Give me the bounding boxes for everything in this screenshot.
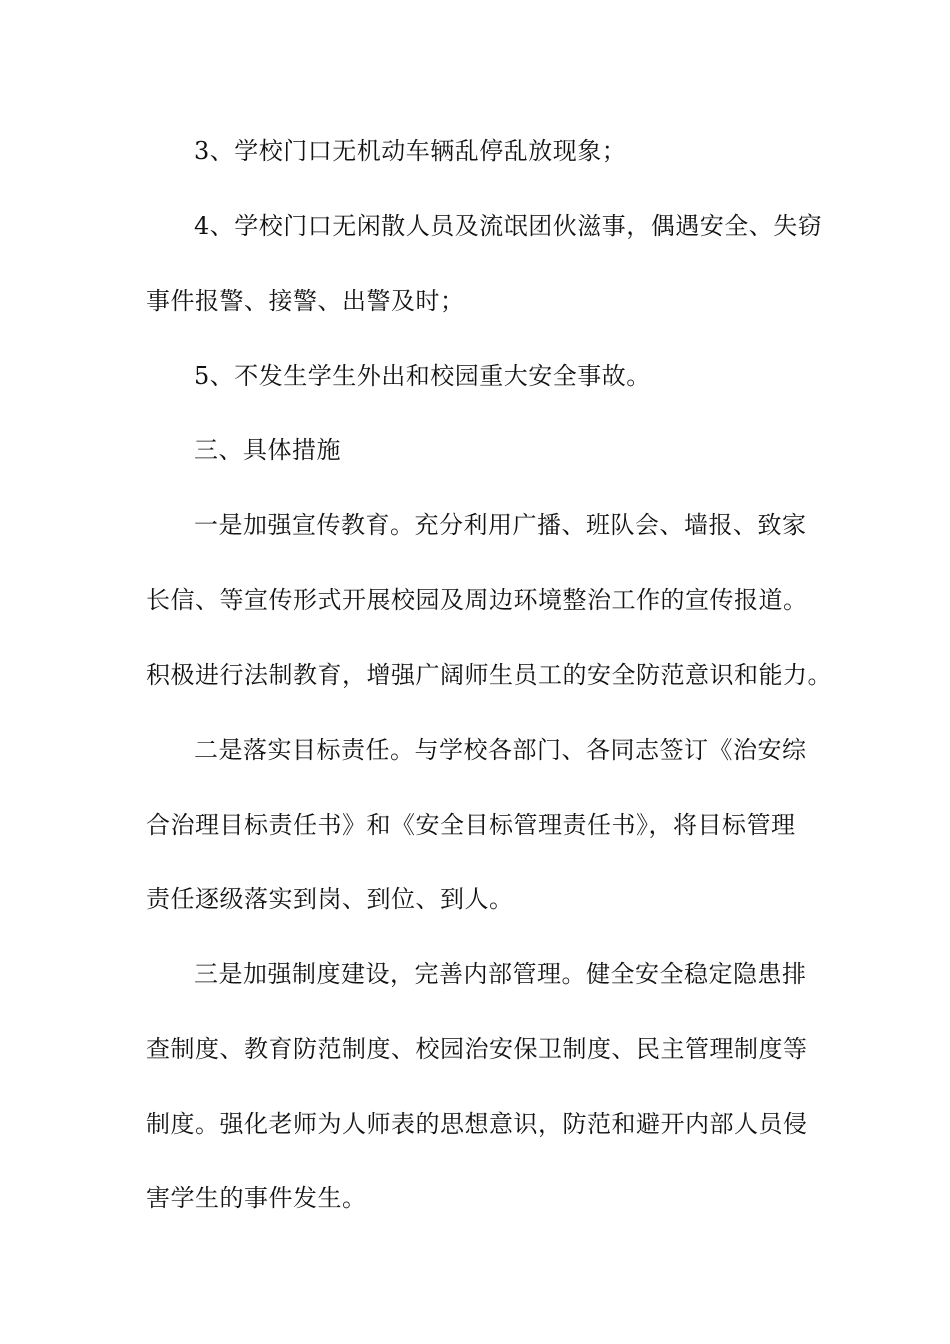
paragraph-2-line-3: 责任逐级落实到岗、到位、到人。 bbox=[146, 885, 514, 913]
paragraph-2-line-2: 合治理目标责任书》和《安全目标管理责任书》，将目标管理 bbox=[146, 811, 796, 839]
paragraph-2-line-1: 二是落实目标责任。与学校各部门、各同志签订《治安综 bbox=[194, 736, 807, 764]
text-line-item-4: 4、学校门口无闲散人员及流氓团伙滋事，偶遇安全、失窃 bbox=[194, 212, 823, 240]
paragraph-3-line-1: 三是加强制度建设，完善内部管理。健全安全稳定隐患排 bbox=[194, 960, 807, 988]
paragraph-3-line-2: 查制度、教育防范制度、校园治安保卫制度、民主管理制度等 bbox=[146, 1035, 808, 1063]
text-line-item-4-cont: 事件报警、接警、出警及时； bbox=[146, 287, 465, 315]
paragraph-1-line-1: 一是加强宣传教育。充分利用广播、班队会、墙报、致家 bbox=[194, 511, 807, 539]
text-line-item-3: 3、学校门口无机动车辆乱停乱放现象； bbox=[194, 137, 627, 165]
paragraph-3-line-4: 害学生的事件发生。 bbox=[146, 1184, 367, 1212]
paragraph-1-line-2: 长信、等宣传形式开展校园及周边环境整治工作的宣传报道。 bbox=[146, 586, 808, 614]
paragraph-3-line-3: 制度。强化老师为人师表的思想意识，防范和避开内部人员侵 bbox=[146, 1110, 808, 1138]
text-line-item-5: 5、不发生学生外出和校园重大安全事故。 bbox=[194, 362, 651, 390]
section-heading: 三、具体措施 bbox=[194, 436, 341, 464]
paragraph-1-line-3: 积极进行法制教育，增强广阔师生员工的安全防范意识和能力。 bbox=[146, 661, 832, 689]
